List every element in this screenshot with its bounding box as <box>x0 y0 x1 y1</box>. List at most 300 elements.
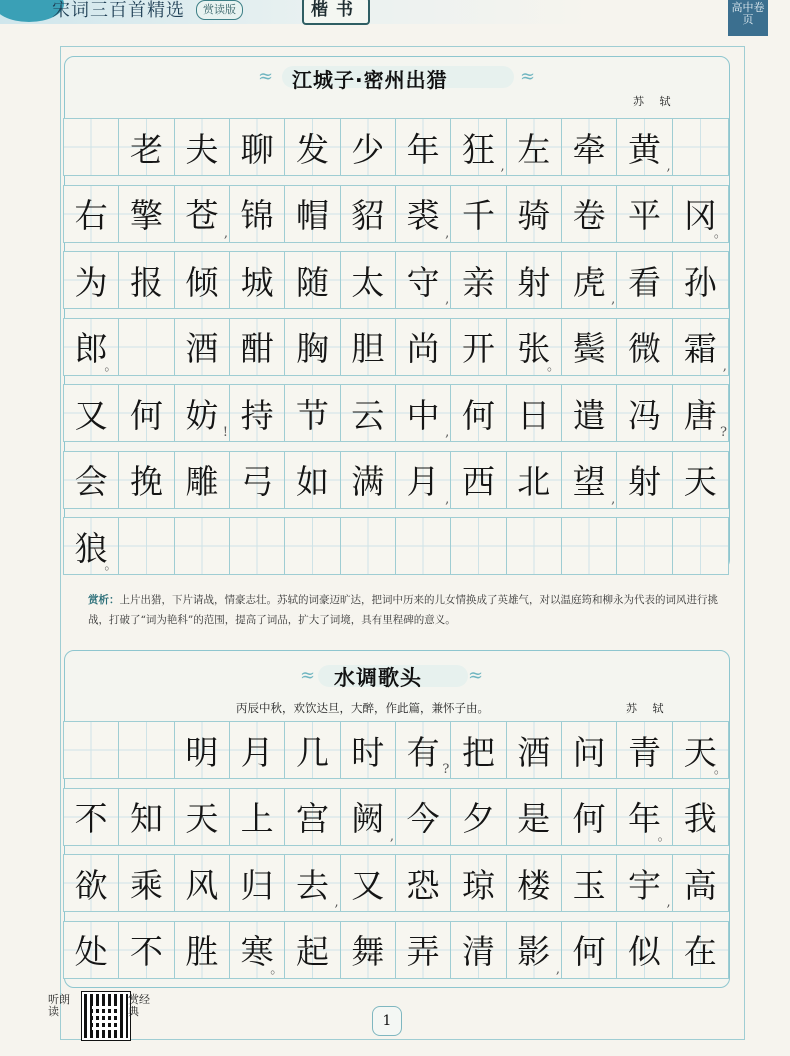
character: 何 <box>129 395 163 435</box>
character: 北 <box>517 462 551 501</box>
character: 日 <box>517 395 551 435</box>
grid-cell <box>507 385 562 441</box>
grid-cell <box>396 119 451 175</box>
grid-cell <box>230 252 285 308</box>
character: 冈 <box>683 196 717 235</box>
grid-cell <box>617 922 672 978</box>
grid-cell <box>285 252 340 308</box>
grid-cell <box>175 319 230 375</box>
grid-cell <box>175 855 230 911</box>
character: 中 <box>406 395 440 435</box>
grid-cell <box>673 319 728 375</box>
character: 是 <box>517 799 551 838</box>
grid-cell <box>341 119 396 175</box>
grid-cell <box>64 789 119 845</box>
grid-cell <box>451 855 506 911</box>
character: 太 <box>351 262 385 302</box>
character: 阙 <box>351 799 385 838</box>
character: 云 <box>351 395 385 435</box>
character: 平 <box>627 196 661 235</box>
character: 天 <box>683 732 717 772</box>
character: 貂 <box>351 196 385 235</box>
character: 射 <box>627 462 661 501</box>
grid-cell <box>119 252 174 308</box>
character: 尚 <box>406 329 440 368</box>
character: 我 <box>683 799 717 838</box>
grid-cell <box>341 186 396 242</box>
character: 发 <box>295 129 329 169</box>
grid-cell <box>285 119 340 175</box>
character: 右 <box>74 196 108 235</box>
character: 天 <box>683 462 717 501</box>
grid-cell <box>507 855 562 911</box>
character: 聊 <box>240 129 274 169</box>
grid-cell <box>617 518 672 574</box>
grid-cell <box>673 186 728 242</box>
character: 看 <box>627 262 661 302</box>
character: 月 <box>406 462 440 501</box>
character: 今 <box>406 799 440 838</box>
character: 左 <box>517 129 551 169</box>
grid-cell <box>673 252 728 308</box>
grid-cell <box>507 722 562 778</box>
grid-row <box>63 185 729 243</box>
character: 处 <box>74 932 108 971</box>
grid-cell <box>396 922 451 978</box>
punctuation-mark: 。 <box>713 762 727 777</box>
punctuation-mark: , <box>389 828 394 844</box>
character: 微 <box>627 329 661 368</box>
character: 又 <box>74 395 108 435</box>
character: 狼 <box>74 528 108 568</box>
grid-cell <box>396 722 451 778</box>
page-number: 1 <box>372 1006 402 1036</box>
character <box>64 722 118 778</box>
character: 开 <box>461 329 495 368</box>
character: 宇 <box>627 865 661 905</box>
poem-author: 苏 轼 <box>633 95 677 108</box>
grid-cell <box>119 452 174 508</box>
grid-cell <box>673 119 728 175</box>
grid-cell <box>64 452 119 508</box>
grid-cell <box>617 252 672 308</box>
grid-cell <box>175 186 230 242</box>
grid-cell <box>507 186 562 242</box>
grid-cell <box>617 789 672 845</box>
punctuation-mark: , <box>666 159 671 174</box>
poem-title: 水调歌头 <box>334 666 422 690</box>
character: 玉 <box>572 865 606 905</box>
character: 报 <box>129 262 163 302</box>
character: 上 <box>240 799 274 838</box>
character: 锦 <box>240 196 274 235</box>
character <box>507 518 561 574</box>
character: 何 <box>572 932 606 971</box>
series-title: 宋词三百首精选 <box>52 0 185 21</box>
character: 乘 <box>129 865 163 905</box>
grid-cell <box>119 789 174 845</box>
grid-cell <box>64 186 119 242</box>
character: 牵 <box>572 129 606 169</box>
grid-cell <box>64 518 119 574</box>
grid-cell <box>507 518 562 574</box>
grid-cell <box>285 922 340 978</box>
character <box>673 518 728 574</box>
character: 酒 <box>517 732 551 772</box>
character: 何 <box>572 799 606 838</box>
grid-cell <box>507 789 562 845</box>
grid-cell <box>562 252 617 308</box>
grid-cell <box>562 855 617 911</box>
grid-cell <box>285 789 340 845</box>
grid-cell <box>175 452 230 508</box>
grid-cell <box>562 319 617 375</box>
grid-cell <box>562 186 617 242</box>
grid-cell <box>451 722 506 778</box>
grid-cell <box>230 385 285 441</box>
character: 郎 <box>74 329 108 368</box>
grid-cell <box>285 319 340 375</box>
grid-cell <box>341 319 396 375</box>
grid-cell <box>451 518 506 574</box>
grid-cell <box>451 922 506 978</box>
character: 倾 <box>185 262 219 302</box>
grid-cell <box>562 722 617 778</box>
character: 在 <box>683 932 717 971</box>
punctuation-mark: 。 <box>104 558 118 573</box>
punctuation-mark: 。 <box>546 358 560 374</box>
character <box>341 518 395 574</box>
grid-cell <box>119 119 174 175</box>
grid-cell <box>285 385 340 441</box>
grid-cell <box>673 855 728 911</box>
punctuation-mark: , <box>722 358 727 374</box>
grid-cell <box>175 722 230 778</box>
punctuation-mark: , <box>445 425 450 440</box>
grid-cell <box>507 452 562 508</box>
character: 恐 <box>406 865 440 905</box>
grid-cell <box>562 518 617 574</box>
character: 孙 <box>683 262 717 302</box>
grid-cell <box>396 385 451 441</box>
character: 天 <box>185 799 219 838</box>
header-bar <box>0 0 790 24</box>
character: 时 <box>351 732 385 772</box>
character: 胆 <box>351 329 385 368</box>
character: 西 <box>461 462 495 501</box>
grid-cell <box>64 922 119 978</box>
character <box>396 518 450 574</box>
grid-cell <box>230 518 285 574</box>
character: 苍 <box>185 196 219 235</box>
grid-cell <box>673 452 728 508</box>
grid-cell <box>175 252 230 308</box>
qr-code-icon[interactable] <box>82 992 130 1040</box>
grid-cell <box>451 252 506 308</box>
character: 酣 <box>240 329 274 368</box>
grid-cell <box>119 186 174 242</box>
punctuation-mark: , <box>500 159 505 174</box>
grid-row <box>63 118 729 176</box>
character: 宫 <box>295 799 329 838</box>
character: 虎 <box>572 262 606 302</box>
character: 满 <box>351 462 385 501</box>
character: 明 <box>185 732 219 772</box>
character: 月 <box>240 732 274 772</box>
corner-label: 高中卷页 <box>728 0 768 36</box>
grid-cell <box>285 855 340 911</box>
character: 问 <box>572 732 606 772</box>
grid-cell <box>119 518 174 574</box>
punctuation-mark: 。 <box>270 961 284 977</box>
appreciation-note <box>88 590 722 630</box>
punctuation-mark: , <box>445 292 450 307</box>
grid-row <box>63 384 729 442</box>
character: 酒 <box>185 329 219 368</box>
grid-cell <box>341 722 396 778</box>
edition-badge: 赏读版 <box>196 0 243 20</box>
character: 有 <box>406 732 440 772</box>
character: 胸 <box>295 329 329 368</box>
grid-cell <box>230 922 285 978</box>
character <box>175 518 229 574</box>
grid-cell <box>119 722 174 778</box>
grid-cell <box>451 385 506 441</box>
character: 会 <box>74 462 108 501</box>
character: 妨 <box>185 395 219 435</box>
character: 雕 <box>185 462 219 501</box>
punctuation-mark: 。 <box>657 828 671 844</box>
character: 城 <box>240 262 274 302</box>
character: 琼 <box>461 865 495 905</box>
character: 卷 <box>572 196 606 235</box>
grid-row <box>63 517 729 575</box>
grid-cell <box>396 518 451 574</box>
grid-cell <box>285 186 340 242</box>
character <box>230 518 284 574</box>
cloud-ornament-left-icon: ≈ <box>258 66 274 87</box>
poem-author: 苏 轼 <box>626 702 670 715</box>
character: 夫 <box>185 129 219 169</box>
grid-cell <box>562 452 617 508</box>
listen-label <box>48 994 74 1018</box>
character: 又 <box>351 865 385 905</box>
punctuation-mark: , <box>445 225 450 241</box>
grid-cell <box>341 252 396 308</box>
character: 弄 <box>406 932 440 971</box>
character: 擎 <box>129 196 163 235</box>
character: 影 <box>517 932 551 971</box>
character: 霜 <box>683 329 717 368</box>
character: 似 <box>627 932 661 971</box>
grid-cell <box>562 385 617 441</box>
character: 归 <box>240 865 274 905</box>
character <box>285 518 339 574</box>
character: 守 <box>406 262 440 302</box>
cloud-ornament-right-icon: ≈ <box>468 665 484 686</box>
grid-cell <box>617 452 672 508</box>
character: 楼 <box>517 865 551 905</box>
grid-row <box>63 854 729 912</box>
character: 寒 <box>240 932 274 971</box>
grid-cell <box>64 855 119 911</box>
punctuation-mark: , <box>555 961 560 977</box>
grid-cell <box>396 855 451 911</box>
appreciate-label <box>128 994 154 1018</box>
punctuation-mark: , <box>611 491 616 507</box>
grid-cell <box>230 722 285 778</box>
grid-cell <box>119 855 174 911</box>
grid-cell <box>507 319 562 375</box>
grid-cell <box>119 922 174 978</box>
grid-cell <box>396 186 451 242</box>
grid-cell <box>341 855 396 911</box>
grid-cell <box>507 252 562 308</box>
grid-row <box>63 318 729 376</box>
grid-cell <box>673 518 728 574</box>
character: 青 <box>627 732 661 772</box>
character: 射 <box>517 262 551 302</box>
grid-cell <box>341 452 396 508</box>
grid-cell <box>396 319 451 375</box>
punctuation-mark: ? <box>719 425 727 440</box>
grid-cell <box>175 119 230 175</box>
character: 冯 <box>627 395 661 435</box>
grid-cell <box>617 722 672 778</box>
character: 亲 <box>461 262 495 302</box>
character: 裘 <box>406 196 440 235</box>
grid-row <box>63 451 729 509</box>
character: 随 <box>295 262 329 302</box>
grid-cell <box>230 319 285 375</box>
character: 为 <box>74 262 108 302</box>
grid-cell <box>230 119 285 175</box>
character: 张 <box>517 329 551 368</box>
grid-cell <box>617 385 672 441</box>
character: 不 <box>129 932 163 971</box>
poem-title: 江城子·密州出猎 <box>292 68 448 92</box>
grid-cell <box>451 186 506 242</box>
character <box>451 518 505 574</box>
character: 狂 <box>461 129 495 169</box>
character: 把 <box>461 732 495 772</box>
character <box>617 518 671 574</box>
punctuation-mark: 。 <box>713 225 727 241</box>
grid-cell <box>451 452 506 508</box>
grid-cell <box>341 789 396 845</box>
grid-cell <box>230 452 285 508</box>
grid-cell <box>673 789 728 845</box>
grid-cell <box>175 922 230 978</box>
character: 几 <box>295 732 329 772</box>
character: 帽 <box>295 196 329 235</box>
grid-cell <box>617 855 672 911</box>
grid-cell <box>119 385 174 441</box>
character: 何 <box>461 395 495 435</box>
grid-cell <box>230 855 285 911</box>
character: 起 <box>295 932 329 971</box>
character: 夕 <box>461 799 495 838</box>
grid-cell <box>451 789 506 845</box>
grid-cell <box>617 119 672 175</box>
grid-cell <box>230 186 285 242</box>
appreciation-text: 上片出猎，下片请战，情豪志壮。苏轼的词豪迈旷达，把词中历来的儿女情换成了英雄气，对以温庭筠和柳永为代表的词风进行挑战，打破了“词为艳科”的范围，提高了词品，扩大了词境，具有里程碑的意义。 <box>88 594 718 626</box>
punctuation-mark: ? <box>442 762 450 777</box>
grid-cell <box>64 119 119 175</box>
grid-cell <box>285 518 340 574</box>
grid-row <box>63 921 729 979</box>
punctuation-mark: , <box>445 491 450 507</box>
character: 老 <box>129 129 163 169</box>
grid-cell <box>673 385 728 441</box>
script-style-label: 楷书 <box>302 0 370 25</box>
character: 欲 <box>74 865 108 905</box>
cloud-ornament-left-icon: ≈ <box>300 665 316 686</box>
grid-cell <box>617 186 672 242</box>
grid-row <box>63 788 729 846</box>
character: 黄 <box>627 129 661 169</box>
grid-cell <box>285 722 340 778</box>
character: 知 <box>129 799 163 838</box>
character: 弓 <box>240 462 274 501</box>
grid-cell <box>562 119 617 175</box>
grid-cell <box>230 789 285 845</box>
character: 去 <box>295 865 329 905</box>
character <box>119 319 173 375</box>
grid-row <box>63 251 729 309</box>
character: 望 <box>572 462 606 501</box>
punctuation-mark: , <box>611 292 616 307</box>
punctuation-mark: , <box>223 225 228 241</box>
character: 少 <box>351 129 385 169</box>
grid-cell <box>617 319 672 375</box>
appreciation-label: 赏析： <box>88 594 120 606</box>
grid-cell <box>562 789 617 845</box>
character <box>673 119 728 175</box>
grid-cell <box>64 385 119 441</box>
character: 千 <box>461 196 495 235</box>
grid-cell <box>562 922 617 978</box>
character: 遣 <box>572 395 606 435</box>
character: 清 <box>461 932 495 971</box>
character: 持 <box>240 395 274 435</box>
character: 胜 <box>185 932 219 971</box>
grid-row <box>63 721 729 779</box>
grid-cell <box>175 789 230 845</box>
character: 年 <box>627 799 661 838</box>
grid-cell <box>285 452 340 508</box>
listen-text: 听朗读 <box>48 993 70 1018</box>
character: 不 <box>74 799 108 838</box>
grid-cell <box>507 922 562 978</box>
grid-cell <box>673 922 728 978</box>
character: 骑 <box>517 196 551 235</box>
grid-cell <box>451 319 506 375</box>
character: 高 <box>683 865 717 905</box>
character <box>119 722 173 778</box>
character: 舞 <box>351 932 385 971</box>
grid-cell <box>396 452 451 508</box>
character: 年 <box>406 129 440 169</box>
punctuation-mark: ! <box>222 425 228 440</box>
grid-cell <box>341 518 396 574</box>
appreciate-text: 赏经典 <box>128 993 150 1018</box>
character: 风 <box>185 865 219 905</box>
grid-cell <box>396 252 451 308</box>
character: 节 <box>295 395 329 435</box>
grid-cell <box>119 319 174 375</box>
character <box>119 518 173 574</box>
